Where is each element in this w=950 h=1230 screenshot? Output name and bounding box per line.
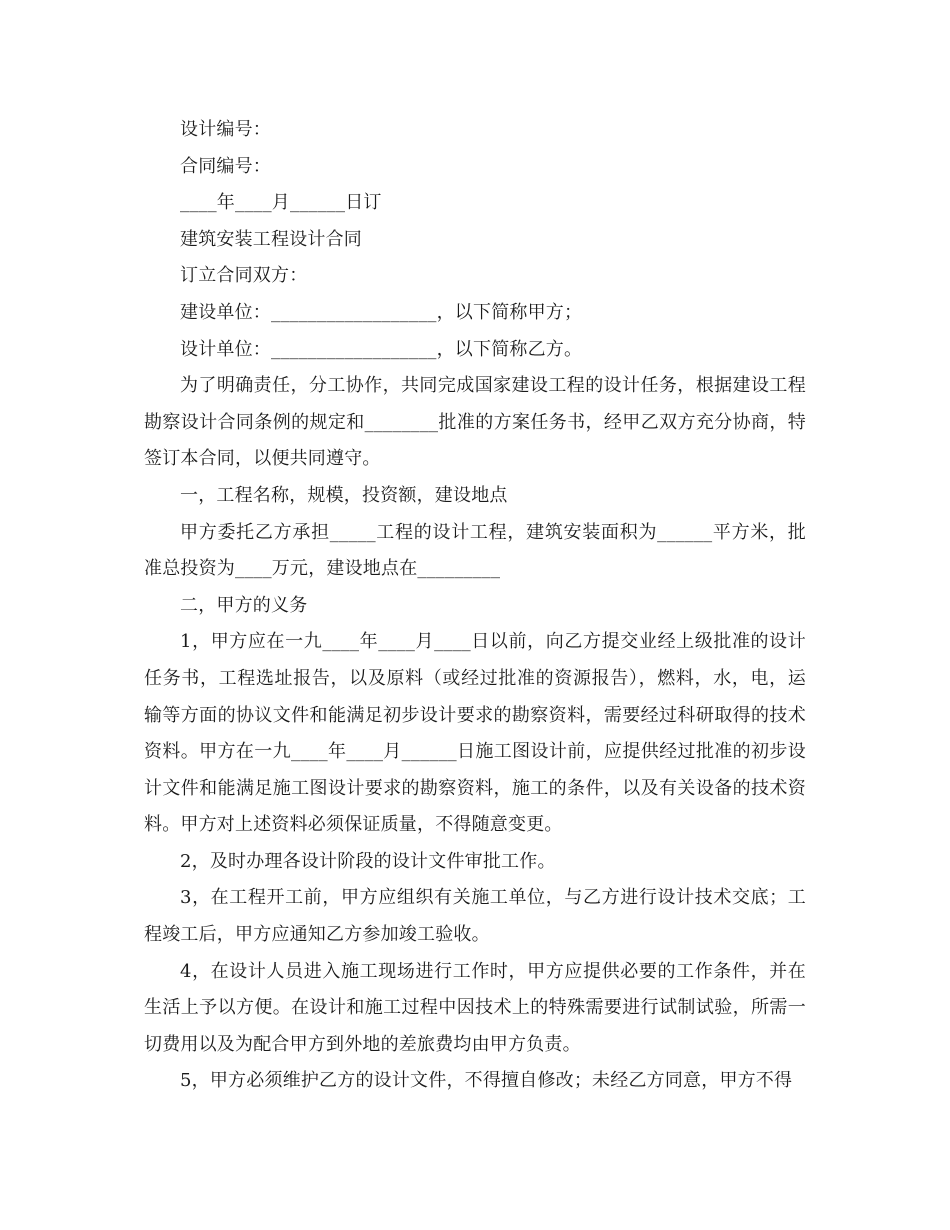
clause-1-paragraph: 1，甲方应在一九____年____月____日以前，向乙方提交业经上级批准的设计任务书，工程选址报告，以及原料（或经过批准的资源报告），燃料，水，电，运输等方面的协议文件和能满足初步设计要求的勘察资料，需要经过科研取得的技术资料。甲方在一九____年____月______日施工图设计前，应提供经过批准的初步设计文件和能满足施工图设计要求的勘察资料，施工的条件，以及有关设备的技术资料。甲方对上述资料必须保证质量，不得随意变更。 bbox=[144, 631, 806, 836]
clause-5-paragraph: 5，甲方必须维护乙方的设计文件，不得擅自修改；未经乙方同意，甲方不得 bbox=[180, 1070, 793, 1092]
clause-4-paragraph: 4，在设计人员进入施工现场进行工作时，甲方应提供必要的工作条件，并在生活上予以方便。在设计和施工过程中因技术上的特殊需要进行试制试验，所需一切费用以及为配合甲方到外地的差旅费均由甲方负责。 bbox=[144, 960, 806, 1055]
preamble-paragraph: 为了明确责任，分工协作，共同完成国家建设工程的设计任务，根据建设工程勘察设计合同条例的规定和________批准的方案任务书，经甲乙双方充分协商，特签订本合同，以便共同遵守。 bbox=[144, 375, 806, 470]
clause-3-paragraph: 3，在工程开工前，甲方应组织有关施工单位，与乙方进行设计技术交底；工程竣工后，甲方应通知乙方参加竣工验收。 bbox=[144, 887, 806, 946]
section-2-heading: 二，甲方的义务 bbox=[180, 594, 308, 616]
contract-number-line: 合同编号： bbox=[180, 155, 271, 177]
parties-heading: 订立合同双方： bbox=[180, 265, 308, 287]
clause-2-paragraph: 2，及时办理各设计阶段的设计文件审批工作。 bbox=[180, 850, 556, 872]
date-line: ____年____月______日订 bbox=[180, 192, 382, 214]
contract-document bbox=[144, 112, 806, 1100]
section-1-paragraph: 甲方委托乙方承担_____工程的设计工程，建筑安装面积为______平方米，批准总投资为____万元，建设地点在_________ bbox=[144, 521, 806, 580]
party-b-line: 设计单位：__________________，以下简称乙方。 bbox=[180, 338, 583, 360]
section-1-heading: 一，工程名称，规模，投资额，建设地点 bbox=[180, 484, 508, 506]
contract-title: 建筑安装工程设计合同 bbox=[180, 228, 362, 250]
design-number-line: 设计编号： bbox=[180, 119, 271, 140]
party-a-line: 建设单位：__________________，以下简称甲方； bbox=[180, 301, 583, 323]
